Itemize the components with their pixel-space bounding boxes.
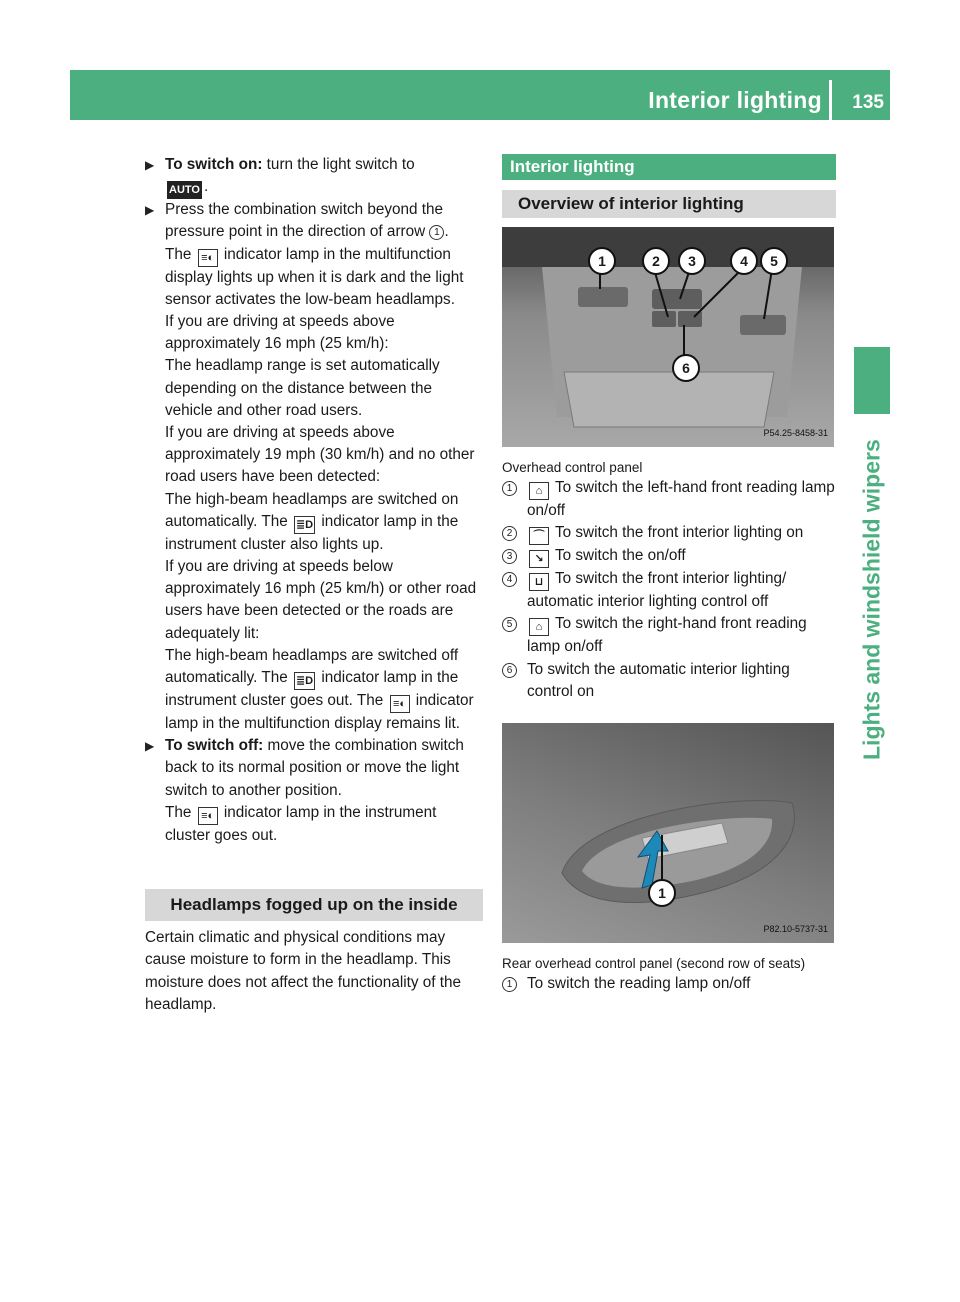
paragraph	[145, 802, 483, 847]
legend-number: 1	[502, 977, 517, 992]
photo-callout: 4	[730, 247, 758, 275]
legend-number: 1	[502, 481, 517, 496]
legend-text: To switch the automatic interior lighting control on	[527, 660, 790, 700]
text: The high-beam headlamps are switched on automatically. The	[165, 490, 459, 530]
legend-text: To switch the right-hand front reading lamp on/off	[527, 615, 807, 656]
step-arrow-icon: ▶	[145, 158, 155, 172]
side-tab-label: Lights and windshield wipers	[858, 439, 885, 760]
headlamp-assist-icon: ≡◐	[198, 249, 218, 267]
photo-callout: 5	[760, 247, 788, 275]
running-title: Interior lighting	[648, 87, 822, 113]
section-text: Certain climatic and physical conditions may cause moisture to form in the headlamp. This moisture does not affect the functionality of the headlamp.	[145, 929, 462, 1013]
legend-item	[502, 659, 836, 703]
legend-number: 5	[502, 617, 517, 632]
legend-text: To switch the on/off	[554, 547, 686, 565]
overhead-panel-photo	[502, 227, 834, 447]
header-separator	[829, 80, 832, 120]
photo-callout: 1	[588, 247, 616, 275]
paragraph	[145, 489, 483, 556]
left-column	[145, 154, 483, 1016]
legend-text: To switch the left-hand front reading lamp on/off	[527, 479, 835, 519]
chapter-heading: Interior lighting	[502, 154, 836, 180]
step-press-switch	[145, 199, 483, 243]
photo-code: P82.10-5737-31	[763, 923, 828, 934]
rear-light-icon: ↘	[529, 550, 549, 568]
paragraph: If you are driving at speeds above approximately 19 mph (30 km/h) and no other road users have been detected:	[165, 424, 475, 486]
high-beam-icon: ≣D	[294, 516, 315, 534]
step-arrow-icon: ▶	[145, 203, 155, 218]
legend-item	[502, 613, 836, 658]
high-beam-icon: ≣D	[294, 672, 315, 690]
header-bar	[70, 70, 890, 120]
right-column	[502, 154, 836, 995]
reading-lamp-icon: ⌂	[529, 618, 549, 636]
callout-ref: 1	[429, 225, 444, 240]
reading-lamp-icon: ⌂	[529, 482, 549, 500]
step-end: .	[444, 223, 449, 241]
photo-callout: 3	[678, 247, 706, 275]
photo-callout: 2	[642, 247, 670, 275]
section-heading: Overview of interior lighting	[502, 190, 836, 218]
legend-item	[502, 545, 836, 568]
text: indicator lamp in the multifunction display remains lit.	[165, 692, 474, 733]
rear-panel-photo	[502, 723, 834, 943]
figure-caption: Rear overhead control panel (second row of seats)	[502, 956, 806, 972]
legend-text: To switch the front interior lighting on	[554, 524, 804, 542]
legend-text: To switch the front interior lighting/ automatic interior lighting control off	[527, 570, 787, 611]
legend-list	[502, 477, 836, 703]
legend-number: 6	[502, 663, 517, 678]
step-bold-label: To switch on:	[165, 156, 263, 173]
step-end: .	[203, 178, 209, 196]
step-bold-label: To switch off:	[165, 737, 264, 755]
text: The high-beam headlamps are switched off automatically. The	[165, 646, 459, 687]
paragraph: If you are driving at speeds above approximately 16 mph (25 km/h):	[165, 313, 395, 353]
legend-number: 2	[502, 526, 517, 541]
photo-callout: 6	[672, 354, 700, 382]
step-text: move the combination switch back to its normal position or move the light switch to another position.	[165, 737, 464, 799]
headlamp-assist-icon: ≡◐	[390, 695, 410, 713]
auto-symbol-icon: AUTO	[167, 181, 202, 199]
auto-off-icon: ⊔	[529, 573, 549, 591]
text: The	[165, 803, 192, 821]
side-tab-block	[854, 347, 890, 414]
text: indicator lamp in the multifunction display lights up when it is dark and the light sensor activates the low-beam headlamps.	[165, 245, 464, 308]
section-heading: Headlamps fogged up on the inside	[145, 889, 483, 921]
paragraph	[145, 645, 483, 735]
step-text: Press the combination switch beyond the pressure point in the direction of arrow	[165, 201, 444, 241]
legend-text: To switch the reading lamp on/off	[527, 975, 751, 993]
legend-item	[502, 477, 836, 522]
legend-number: 4	[502, 572, 517, 587]
step-switch-on	[145, 154, 483, 199]
step-switch-off	[145, 735, 483, 802]
paragraph: The headlamp range is set automatically depending on the distance between the vehicle and other road users.	[165, 357, 440, 419]
legend-number: 3	[502, 549, 517, 564]
photo-callout: 1	[648, 879, 676, 907]
legend-item	[502, 522, 836, 545]
text: The	[165, 245, 192, 263]
page-number: 135	[852, 92, 884, 113]
text: indicator lamp in the instrument cluster goes out.	[165, 803, 437, 844]
step-arrow-icon: ▶	[145, 739, 155, 754]
rear-panel-illustration	[502, 723, 834, 943]
figure-caption: Overhead control panel	[502, 460, 643, 475]
text: indicator lamp in the instrument cluster also lights up.	[165, 512, 459, 553]
legend-item	[502, 973, 836, 995]
text: indicator lamp in the instrument cluster goes out. The	[165, 669, 459, 710]
interior-light-icon: ⌒	[529, 527, 549, 545]
paragraph: If you are driving at speeds below approximately 16 mph (25 km/h) or other road users have been detected or the roads are adequately lit:	[165, 558, 477, 642]
legend-item	[502, 568, 836, 613]
paragraph	[145, 244, 483, 311]
step-text: turn the light switch to	[262, 156, 415, 173]
photo-code: P54.25-8458-31	[763, 427, 828, 438]
headlamp-assist-icon: ≡◐	[198, 807, 218, 825]
